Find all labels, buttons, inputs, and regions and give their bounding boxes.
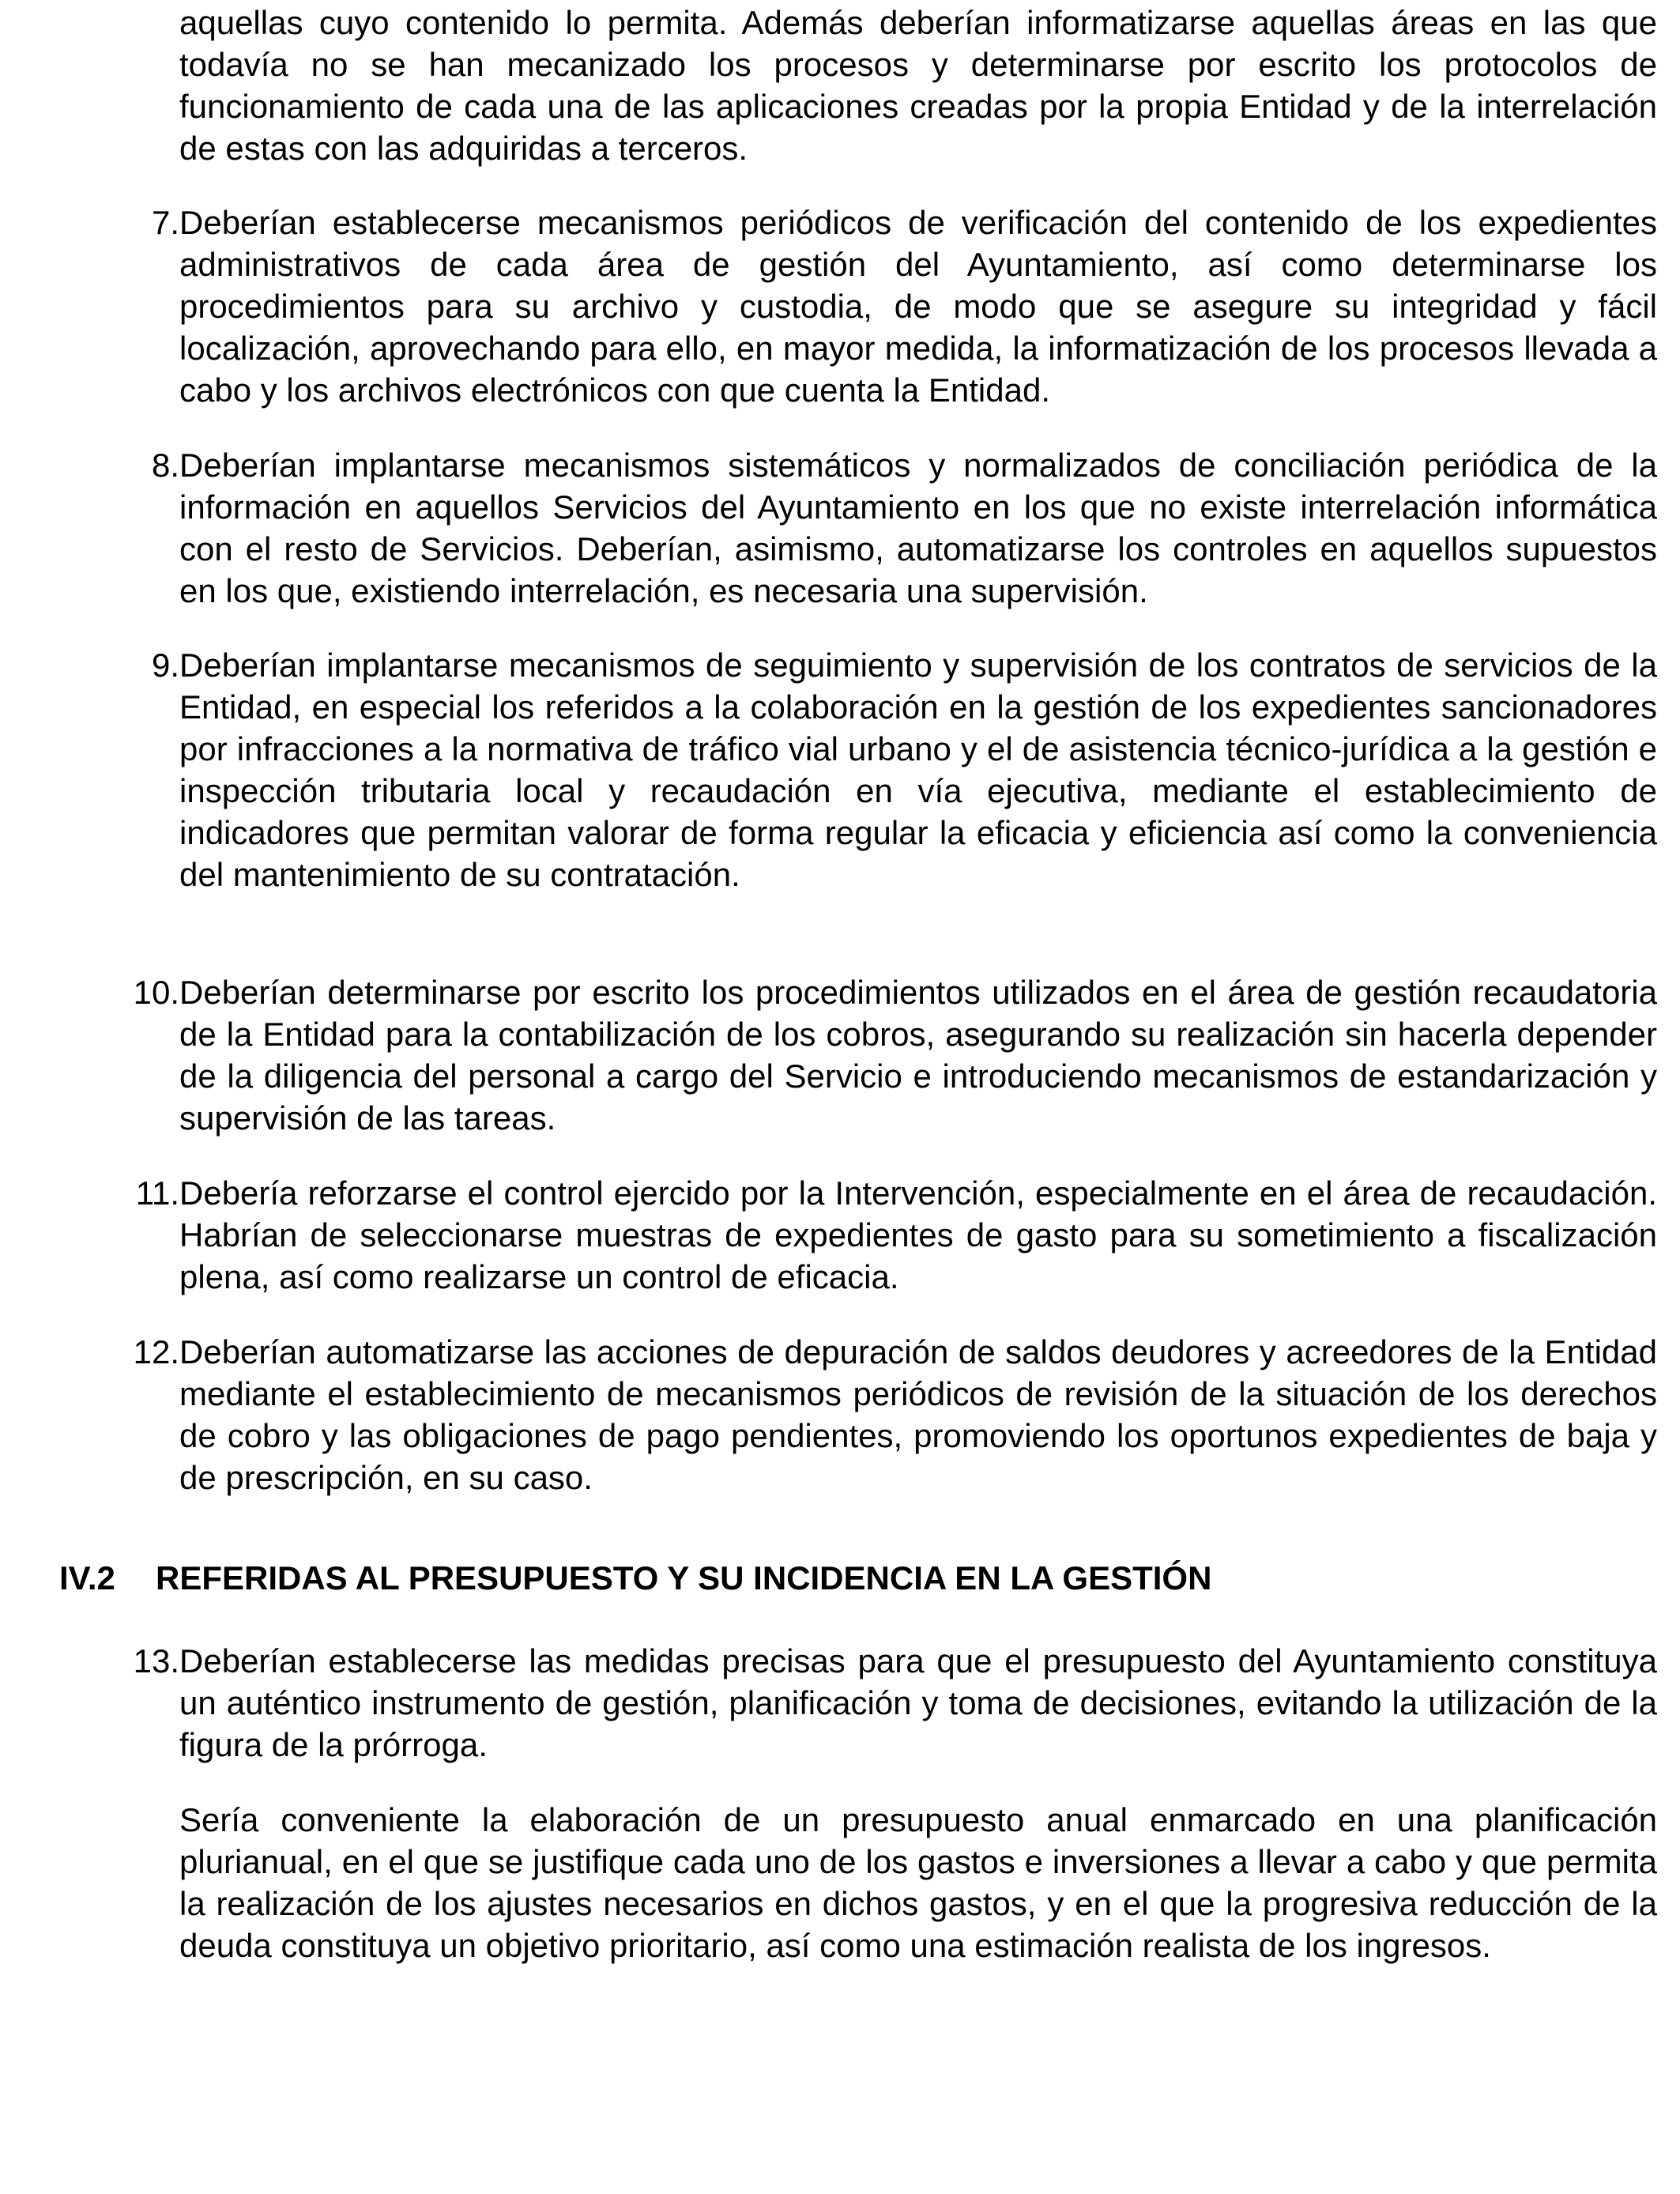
item-number: 11. [135,1174,179,1212]
list-item-13 [112,1640,1657,1766]
section-title: REFERIDAS AL PRESUPUESTO Y SU INCIDENCIA EN LA GESTIÓN [156,1559,1212,1596]
list-item-12 [112,1331,1657,1498]
item-number: 12. [133,1333,179,1370]
list-item-7 [112,202,1657,411]
item-number: 7. [151,204,179,241]
list-item-11 [112,1172,1657,1298]
item-number: 9. [151,647,179,684]
section-heading [59,1557,1211,1599]
list-item-9 [112,644,1657,895]
intro-paragraph: aquellas cuyo contenido lo permita. Además deberían informatizarse aquellas áreas en las que todavía no se han mecanizado los procesos y determinarse por escrito los protocolos de funcionamiento de cada una de las aplicaciones creadas por la propia Entidad y de la interrelación de estas con las adquiridas a terceros. [179,4,1657,167]
list-item-8 [112,444,1657,612]
item-text: Deberían implantarse mecanismos de seguimiento y supervisión de los contratos de servicios de la Entidad, en especial los referidos a la colaboración en la gestión de los expedientes sancionadores por infracciones a la normativa de tráfico vial urbano y el de asistencia técnico-jurídica a la gestión e inspección tributaria local y recaudación en vía ejecutiva, mediante el establecimiento de indicadores que permitan valorar de forma regular la eficacia y eficiencia así como la conveniencia del mantenimiento de su contratación. [179,647,1657,893]
list-item-10 [112,971,1657,1139]
item-number: 10. [133,974,179,1011]
final-paragraph: Sería conveniente la elaboración de un presupuesto anual enmarcado en una planificación plurianual, en el que se justifique cada uno de los gastos e inversiones a llevar a cabo y que permita la realización de los ajustes necesarios en dichos gastos, y en el que la progresiva reducción de la deuda constituya un objetivo prioritario, así como una estimación realista de los ingresos. [179,1801,1657,1964]
item-text: Deberían determinarse por escrito los procedimientos utilizados en el área de gestión recaudatoria de la Entidad para la contabilización de los cobros, asegurando su realización sin hacerla depender de la diligencia del personal a cargo del Servicio e introduciendo mecanismos de estandarización y supervisión de las tareas. [179,974,1657,1137]
item-number: 13. [133,1642,179,1679]
section-number: IV.2 [59,1559,115,1596]
item-text: Deberían implantarse mecanismos sistemáticos y normalizados de conciliación periódica de la información en aquellos Servicios del Ayuntamiento en los que no existe interrelación informática con el resto de Servicios. Deberían, asimismo, automatizarse los controles en aquellos supuestos en los que, existiendo interrelación, es necesaria una supervisión. [179,447,1657,609]
item-number: 8. [151,447,179,484]
item-text: Deberían automatizarse las acciones de depuración de saldos deudores y acreedores de la Entidad mediante el establecimiento de mecanismos periódicos de revisión de la situación de los derechos de cobro y las obligaciones de pago pendientes, promoviendo los oportunos expedientes de baja y de prescripción, en su caso. [179,1333,1657,1496]
item-text: Debería reforzarse el control ejercido por la Intervención, especialmente en el área de recaudación. Habrían de seleccionarse muestras de expedientes de gasto para su sometimiento a fiscalización plena, así como realizarse un control de eficacia. [179,1174,1657,1295]
item-text: Deberían establecerse mecanismos periódicos de verificación del contenido de los expedientes administrativos de cada área de gestión del Ayuntamiento, así como determinarse los procedimientos para su archivo y custodia, de modo que se asegure su integridad y fácil localización, aprovechando para ello, en mayor medida, la informatización de los procesos llevada a cabo y los archivos electrónicos con que cuenta la Entidad. [179,204,1657,409]
item-text: Deberían establecerse las medidas precisas para que el presupuesto del Ayuntamiento constituya un auténtico instrumento de gestión, planificación y toma de decisiones, evitando la utilización de la figura de la prórroga. [179,1642,1657,1763]
